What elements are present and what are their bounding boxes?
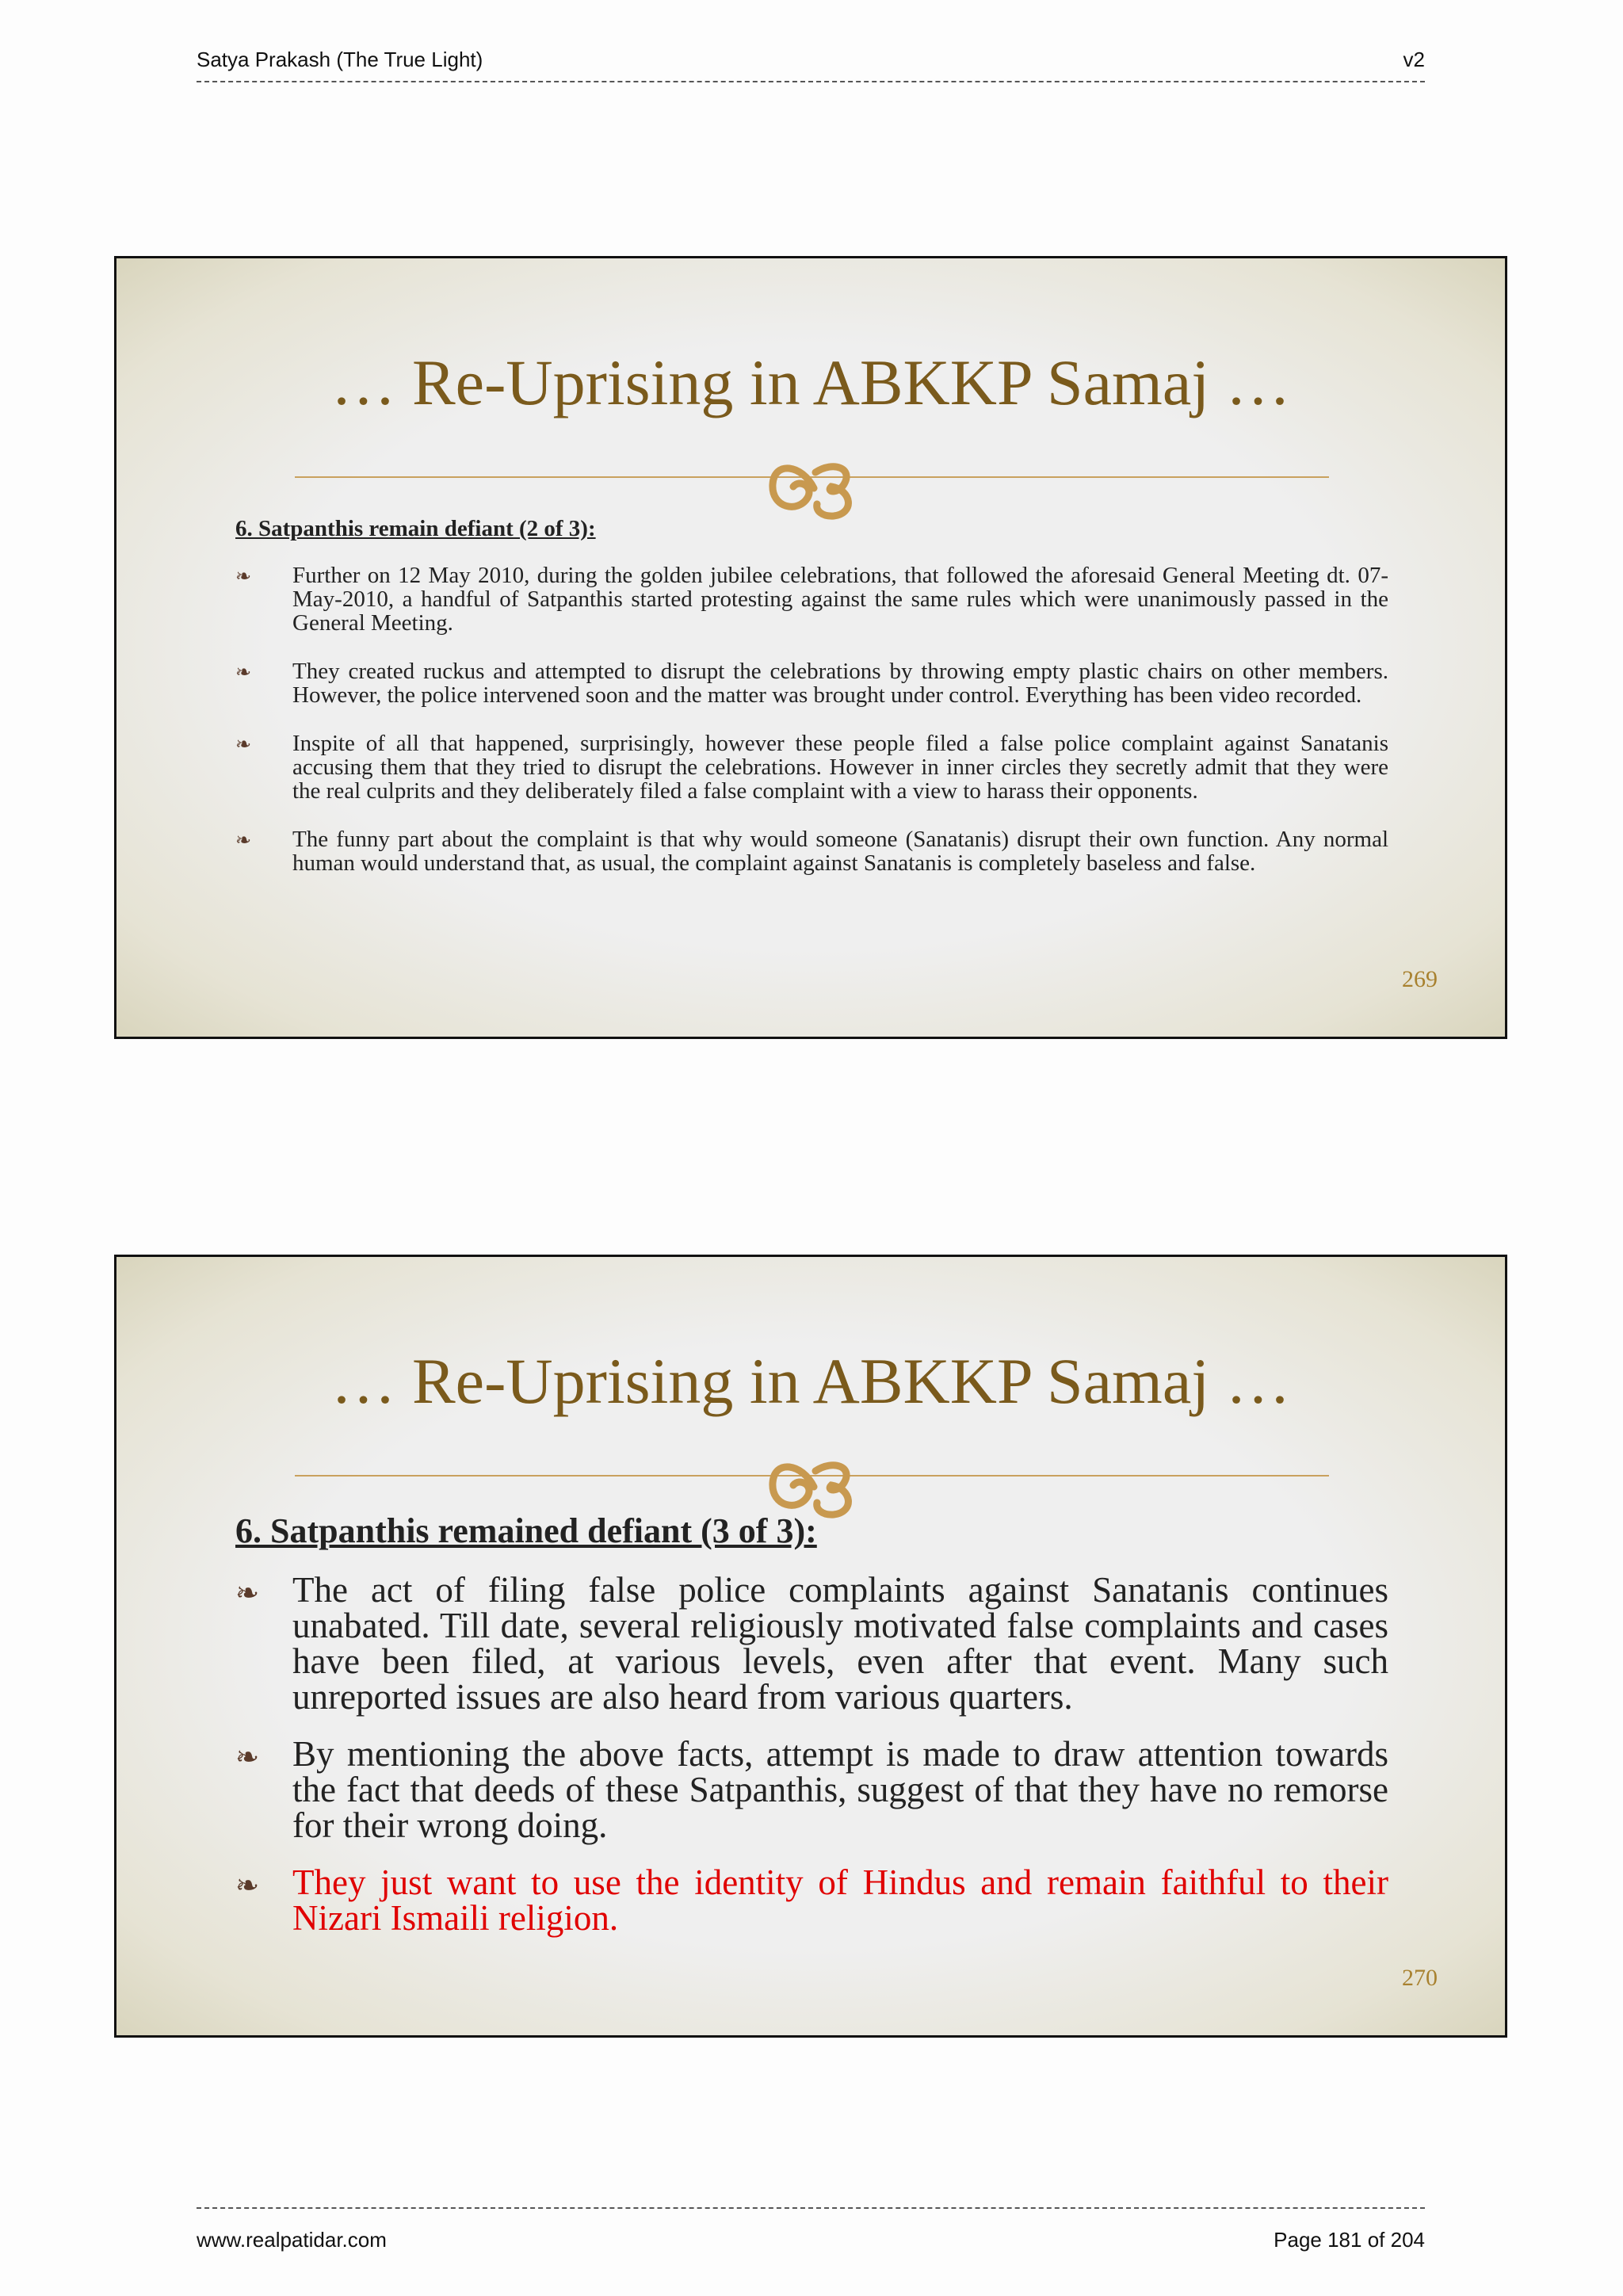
slide-subheading: 6. Satpanthis remained defiant (3 of 3): [235, 1511, 817, 1550]
slide-title: … Re-Uprising in ABKKP Samaj … [330, 1345, 1291, 1417]
slide-title: … Re-Uprising in ABKKP Samaj … [330, 346, 1291, 418]
document-version: v2 [1403, 48, 1425, 71]
bullet-list [235, 563, 1388, 900]
document-header-title: Satya Prakash (The True Light) [197, 48, 483, 71]
list-item: ❧ Inspite of all that happened, surprisingly, however these people filed a false police complaint against Sanatanis accusing them that they tried to disrupt the celebrations. However in inner circles they secretly admit that they were the real culprits and they deliberately filed a false complaint with a view to harass their opponents. [235, 731, 1388, 804]
footer-divider [197, 2207, 1425, 2209]
fleuron-bullet-icon: ❧ [235, 567, 252, 587]
bullet-list [235, 1572, 1388, 1958]
fleuron-ornament-icon [758, 449, 869, 520]
list-item: ❧ Further on 12 May 2010, during the golden jubilee celebrations, that followed the aforesaid General Meeting dt. 07-May-2010, a handful of Satpanthis started protesting against the same rules which were unanimously passed in the General Meeting. [235, 563, 1388, 636]
fleuron-bullet-icon: ❧ [235, 1870, 260, 1901]
list-item-highlighted: ❧ They just want to use the identity of Hindus and remain faithful to their Nizari Ismaili religion. [235, 1862, 1388, 1938]
fleuron-ornament-icon [758, 1447, 869, 1519]
list-item: ❧ They created ruckus and attempted to disrupt the celebrations by throwing empty plastic chairs on other members. However, the police intervened soon and the matter was brought under control. Everything has been video recorded. [235, 659, 1388, 708]
footer-page-number: Page 181 of 204 [1274, 2228, 1425, 2252]
list-item: ❧ The funny part about the complaint is that why would someone (Sanatanis) disrupt their own function. Any normal human would understand that, as usual, the complaint against Sanatanis is completely baseless and false. [235, 827, 1388, 876]
slide-number: 270 [1402, 1965, 1438, 1991]
slide-subheading: 6. Satpanthis remain defiant (2 of 3): [235, 516, 596, 541]
list-item: ❧ The act of filing false police complaints against Sanatanis continues unabated. Till date, several religiously motivated false complaints and cases have been filed, at various levels, even after that event. Many such unreported issues are also heard from various quarters. [235, 1570, 1388, 1717]
slide-270 [114, 1255, 1507, 2038]
header-divider [197, 81, 1425, 82]
fleuron-bullet-icon: ❧ [235, 1741, 260, 1773]
fleuron-bullet-icon: ❧ [235, 831, 252, 851]
footer-website: www.realpatidar.com [197, 2228, 387, 2252]
slide-number: 269 [1402, 966, 1438, 992]
fleuron-bullet-icon: ❧ [235, 1577, 260, 1609]
fleuron-bullet-icon: ❧ [235, 735, 252, 755]
list-item: ❧ By mentioning the above facts, attempt is made to draw attention towards the fact that deeds of these Satpanthis, suggest of that they have no remorse for their wrong doing. [235, 1734, 1388, 1845]
slide-269 [114, 256, 1507, 1039]
fleuron-bullet-icon: ❧ [235, 663, 252, 683]
